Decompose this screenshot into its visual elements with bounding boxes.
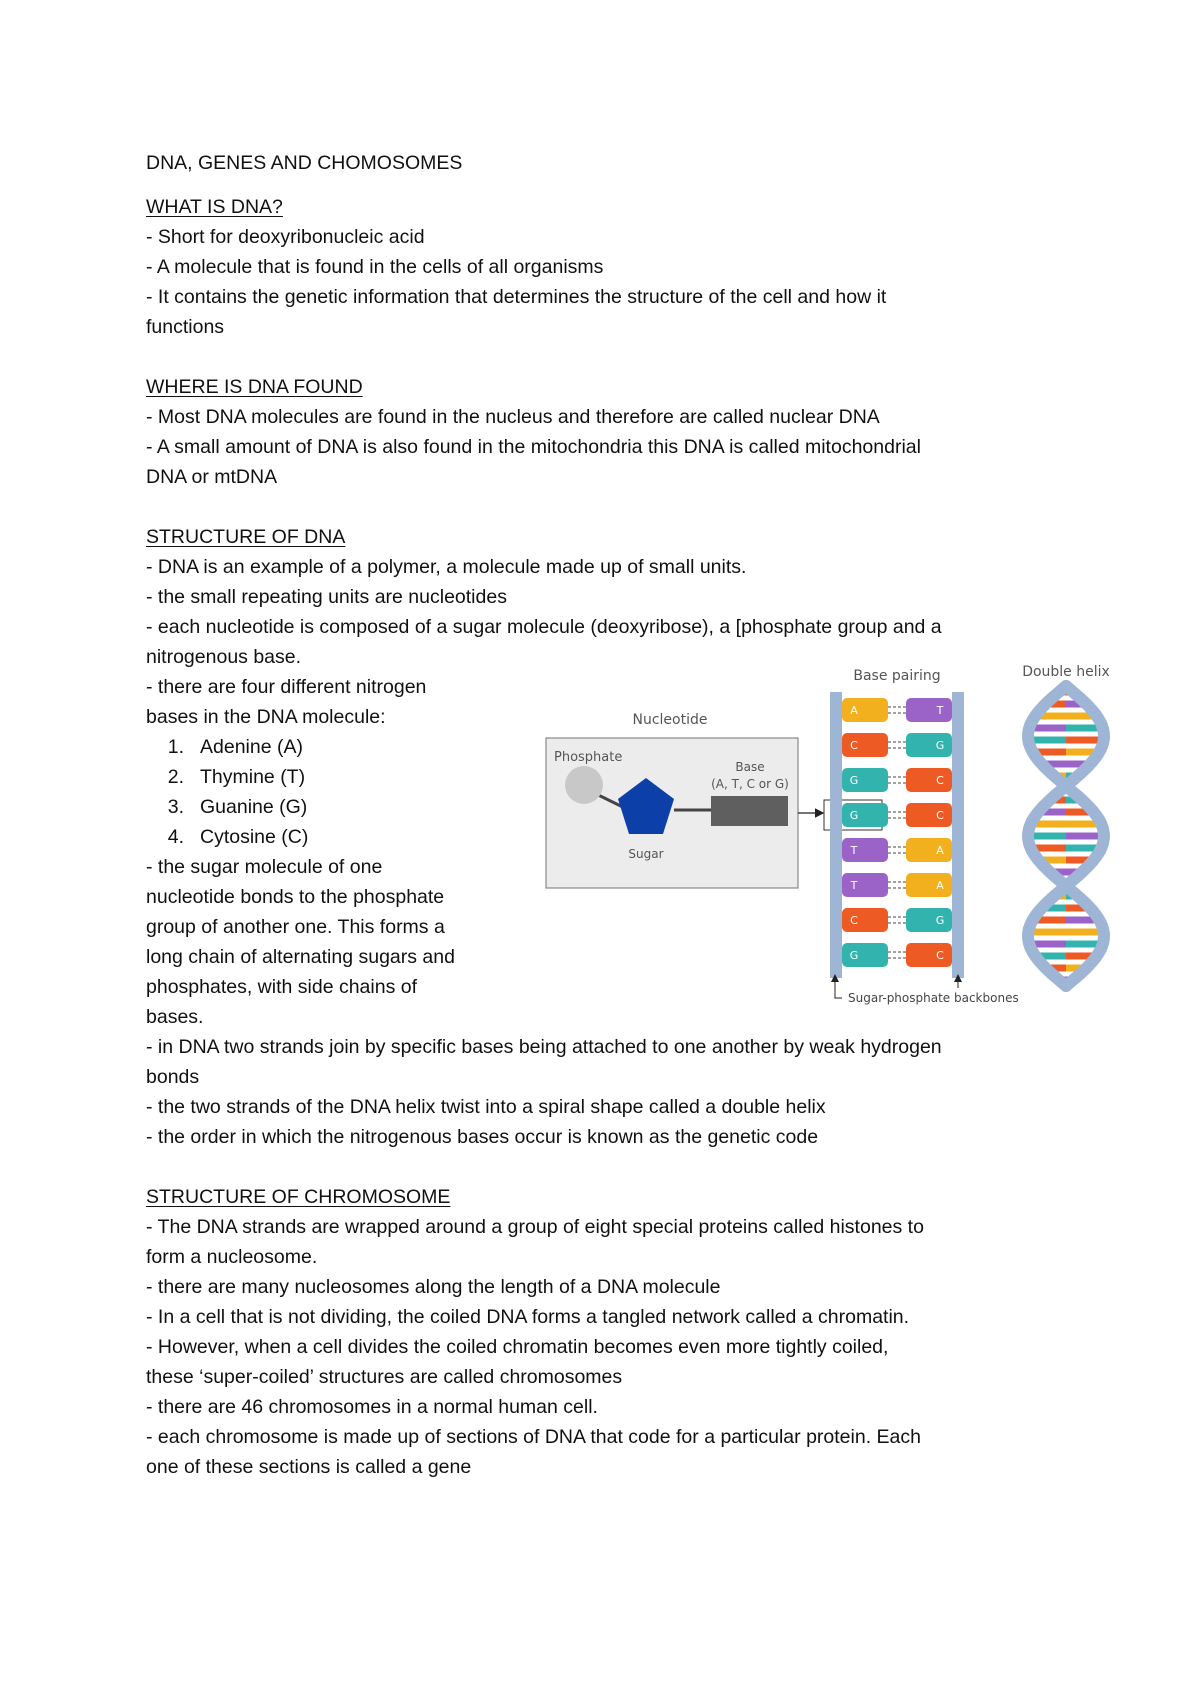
paragraph-line: - Most DNA molecules are found in the nucleus and therefore are called nuclear DNA bbox=[146, 406, 880, 428]
list-number: 4. bbox=[167, 826, 184, 848]
paragraph-line: - The DNA strands are wrapped around a group of eight special proteins called histones to bbox=[146, 1216, 924, 1238]
heading-structure-of-chromosome: STRUCTURE OF CHROMOSOME bbox=[146, 1186, 451, 1208]
paragraph-line: - there are many nucleosomes along the length of a DNA molecule bbox=[146, 1276, 721, 1298]
list-item bbox=[146, 792, 307, 822]
paragraph-line: group of another one. This forms a bbox=[146, 916, 445, 938]
base-pair bbox=[842, 803, 952, 827]
base-left-letter: T bbox=[850, 844, 858, 857]
base-right-letter: C bbox=[936, 809, 944, 822]
paragraph-line: - In a cell that is not dividing, the coiled DNA forms a tangled network called a chromatin. bbox=[146, 1306, 910, 1328]
list-label: Adenine (A) bbox=[200, 736, 303, 758]
base-pairing-title: Base pairing bbox=[853, 668, 941, 684]
sugar-label: Sugar bbox=[628, 847, 664, 861]
base-left-block bbox=[842, 838, 888, 862]
base-pair bbox=[842, 873, 952, 897]
paragraph-line: one of these sections is called a gene bbox=[146, 1456, 472, 1478]
base-right-letter: G bbox=[935, 739, 945, 752]
list-item bbox=[146, 822, 308, 852]
base-right-letter: G bbox=[935, 914, 945, 927]
left-backbone bbox=[830, 692, 842, 978]
base-left-letter: G bbox=[849, 774, 859, 787]
list-label: Guanine (G) bbox=[200, 796, 308, 818]
paragraph-line: nucleotide bonds to the phosphate bbox=[146, 886, 445, 908]
list-label: Thymine (T) bbox=[200, 766, 306, 788]
right-backbone bbox=[952, 692, 964, 978]
list-number: 2. bbox=[167, 766, 184, 788]
base-right-block bbox=[906, 698, 952, 722]
list-item bbox=[146, 762, 305, 792]
paragraph-line: nitrogenous base. bbox=[146, 646, 302, 668]
paragraph-line: bonds bbox=[146, 1066, 200, 1088]
base-right-block bbox=[906, 768, 952, 792]
list-item bbox=[146, 732, 303, 762]
base-label: Base bbox=[735, 760, 765, 774]
base-left-block bbox=[842, 698, 888, 722]
base-right-block bbox=[906, 733, 952, 757]
paragraph-line: - It contains the genetic information that determines the structure of the cell and how it bbox=[146, 286, 887, 308]
paragraph-line: - the small repeating units are nucleotides bbox=[146, 586, 507, 608]
base-right-letter: C bbox=[936, 949, 944, 962]
base-right-letter: A bbox=[936, 844, 944, 857]
list-number: 3. bbox=[167, 796, 184, 818]
base-left-letter: C bbox=[850, 739, 858, 752]
base-right-letter: A bbox=[936, 879, 944, 892]
paragraph-line: bases in the DNA molecule: bbox=[146, 706, 386, 728]
base-pair bbox=[842, 838, 952, 862]
heading-structure-of-dna: STRUCTURE OF DNA bbox=[146, 526, 346, 548]
base-pair bbox=[842, 943, 952, 967]
document-title: DNA, GENES AND CHOMOSOMES bbox=[146, 152, 463, 174]
base-right-block bbox=[906, 803, 952, 827]
paragraph-line: - A small amount of DNA is also found in the mitochondria this DNA is called mitochondrial bbox=[146, 436, 921, 458]
paragraph-line: - the sugar molecule of one bbox=[146, 856, 383, 878]
paragraph-line: - the two strands of the DNA helix twist into a spiral shape called a double helix bbox=[146, 1096, 826, 1118]
paragraph-line: - DNA is an example of a polymer, a molecule made up of small units. bbox=[146, 556, 747, 578]
paragraph-line: - each chromosome is made up of sections of DNA that code for a particular protein. Each bbox=[146, 1426, 921, 1448]
base-right-letter: C bbox=[936, 774, 944, 787]
base-left-block bbox=[842, 908, 888, 932]
paragraph-line: bases. bbox=[146, 1006, 204, 1028]
paragraph-line: these ‘super-coiled’ structures are called chromosomes bbox=[146, 1366, 623, 1388]
nucleotide-title: Nucleotide bbox=[632, 712, 708, 728]
paragraph-line: - However, when a cell divides the coiled chromatin becomes even more tightly coiled, bbox=[146, 1336, 889, 1358]
base-right-block bbox=[906, 838, 952, 862]
paragraph-line: phosphates, with side chains of bbox=[146, 976, 418, 998]
base-left-letter: A bbox=[850, 704, 858, 717]
paragraph-line: - A molecule that is found in the cells of all organisms bbox=[146, 256, 604, 278]
base-right-block bbox=[906, 908, 952, 932]
paragraph-line: long chain of alternating sugars and bbox=[146, 946, 455, 968]
base-left-block bbox=[842, 873, 888, 897]
backbone-leader bbox=[835, 988, 842, 998]
paragraph-line: - each nucleotide is composed of a sugar molecule (deoxyribose), a [phosphate group and a bbox=[146, 616, 942, 638]
backbone-label: Sugar-phosphate backbones bbox=[848, 991, 1019, 1005]
base-pair bbox=[842, 698, 952, 722]
paragraph-line: - Short for deoxyribonucleic acid bbox=[146, 226, 425, 248]
dna-structure-figure bbox=[540, 658, 1130, 1020]
base-pair bbox=[842, 768, 952, 792]
paragraph-line: - in DNA two strands join by specific bases being attached to one another by weak hydrogen bbox=[146, 1036, 942, 1058]
heading-where-is-dna-found: WHERE IS DNA FOUND bbox=[146, 376, 363, 398]
phosphate-circle bbox=[565, 766, 603, 804]
base-options-label: (A, T, C or G) bbox=[711, 777, 789, 791]
base-right-block bbox=[906, 943, 952, 967]
base-left-letter: G bbox=[849, 809, 859, 822]
base-left-letter: T bbox=[850, 879, 858, 892]
paragraph-line: - the order in which the nitrogenous bases occur is known as the genetic code bbox=[146, 1126, 819, 1148]
base-left-letter: G bbox=[849, 949, 859, 962]
paragraph-line: DNA or mtDNA bbox=[146, 466, 278, 488]
list-label: Cytosine (C) bbox=[200, 826, 309, 848]
base-pair bbox=[842, 733, 952, 757]
paragraph-line: form a nucleosome. bbox=[146, 1246, 318, 1268]
double-helix bbox=[1028, 686, 1104, 986]
phosphate-label: Phosphate bbox=[554, 750, 623, 765]
heading-what-is-dna: WHAT IS DNA? bbox=[146, 196, 283, 218]
paragraph-line: functions bbox=[146, 316, 225, 338]
base-pair bbox=[842, 908, 952, 932]
paragraph-line: - there are 46 chromosomes in a normal human cell. bbox=[146, 1396, 598, 1418]
double-helix-title: Double helix bbox=[1022, 664, 1110, 680]
list-number: 1. bbox=[167, 736, 184, 758]
base-pairs-group bbox=[842, 698, 952, 967]
base-left-block bbox=[842, 733, 888, 757]
base-right-block bbox=[906, 873, 952, 897]
paragraph-line: - there are four different nitrogen bbox=[146, 676, 427, 698]
base-right-letter: T bbox=[936, 704, 944, 717]
base-rectangle bbox=[711, 796, 788, 826]
base-left-letter: C bbox=[850, 914, 858, 927]
